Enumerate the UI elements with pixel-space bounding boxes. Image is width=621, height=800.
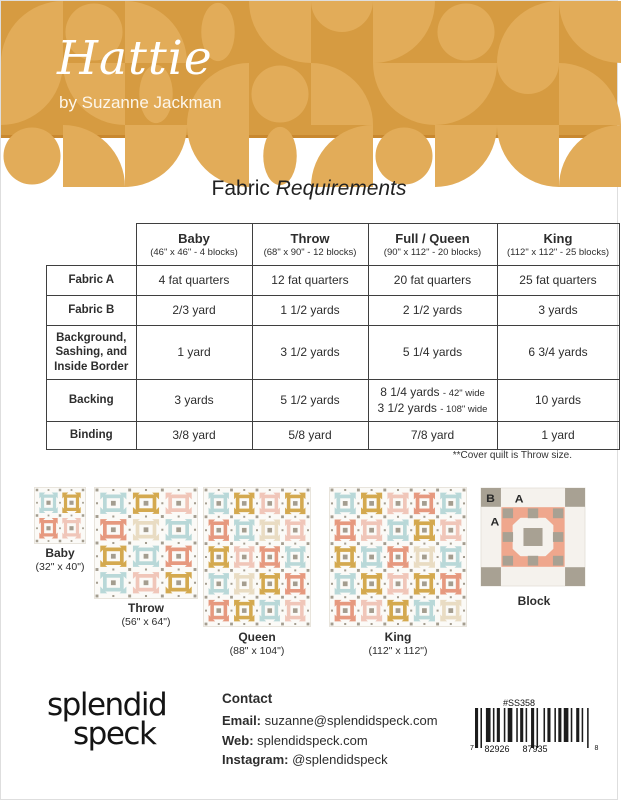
table-row-label: Fabric B [47,296,137,326]
svg-text:7: 7 [470,745,474,752]
block-diagram-label: Block [517,594,551,608]
table-cell: 1 yard [497,422,619,450]
quilt-preview-queen [203,487,311,632]
table-row [47,326,620,380]
table-header-cell: Throw (68" x 90" - 12 blocks) [252,224,368,266]
contact-heading: Contact [222,691,273,706]
logo-line-1: splendid [47,687,167,723]
contact-line: Web: splendidspeck.com [222,732,368,748]
table-cell: 3 1/2 yards [252,326,368,380]
table-row [47,380,620,422]
svg-text:A: A [514,493,524,506]
table-cell: 3 yards [497,296,619,326]
table-row [47,296,620,326]
table-cell: 10 yards [497,380,619,422]
table-row [47,422,620,450]
table-corner-cell [47,224,137,266]
table-header-row [47,224,620,266]
table-cell: 6 3/4 yards [497,326,619,380]
splendid-speck-logo [47,687,167,752]
cover-quilt-note: **Cover quilt is Throw size. [452,450,572,461]
table-header-cell: Baby (46" x 46" - 4 blocks) [136,224,252,266]
svg-text:82926: 82926 [484,744,510,754]
table-cell: 5/8 yard [252,422,368,450]
table-cell: 7/8 yard [368,422,497,450]
table-cell: 1 yard [136,326,252,380]
section-title-italic: Requirements [275,177,407,200]
contact-block [222,689,438,770]
quilt-preview-throw [94,487,198,604]
section-title-regular: Fabric [211,177,276,200]
svg-text:8: 8 [594,745,599,752]
table-cell: 5 1/4 yards [368,326,497,380]
table-header-cell: Full / Queen (90" x 112" - 20 blocks) [368,224,497,266]
upc-barcode [467,708,599,760]
table-cell: 1 1/2 yards [252,296,368,326]
table-cell: 4 fat quarters [136,266,252,296]
table-cell: 2 1/2 yards [368,296,497,326]
header-banner [1,1,617,138]
table-header-cell: King (112" x 112" - 25 blocks) [497,224,619,266]
table-row-label: Backing [47,380,137,422]
svg-text:B: B [486,492,495,505]
table-cell: 25 fat quarters [497,266,619,296]
table-row-label: Fabric A [47,266,137,296]
table-cell: 3 yards [136,380,252,422]
table-cell: 2/3 yard [136,296,252,326]
designer-byline: by Suzanne Jackman [59,93,222,112]
quilt-label-throw: Throw (56" x 64") [121,601,171,628]
quilt-label-baby: Baby (32" x 40") [35,546,85,573]
logo-line-2: speck [73,715,156,752]
svg-text:A: A [490,515,500,529]
quilt-label-king: King (112" x 112") [368,630,428,657]
quilt-preview-baby [34,487,86,549]
quilt-preview-king [329,487,467,632]
table-cell: 8 1/4 yards - 42" wide 3 1/2 yards - 108" wide [368,380,497,422]
table-cell: 5 1/2 yards [252,380,368,422]
block-diagram [481,488,585,591]
fabric-requirements-table [46,223,620,450]
contact-line: Instagram: @splendidspeck [222,752,388,768]
contact-line: Email: suzanne@splendidspeck.com [222,713,438,729]
svg-text:87935: 87935 [522,744,548,754]
section-title [1,177,617,201]
table-cell: 12 fat quarters [252,266,368,296]
table-cell: 20 fat quarters [368,266,497,296]
quilt-label-queen: Queen (88" x 104") [229,630,285,657]
pattern-title: Hattie [57,31,213,86]
table-row-label: Binding [47,422,137,450]
table-cell: 3/8 yard [136,422,252,450]
table-row-label: Background, Sashing, and Inside Border [47,326,137,380]
pattern-sku: #SS358 [502,698,536,708]
table-row [47,266,620,296]
